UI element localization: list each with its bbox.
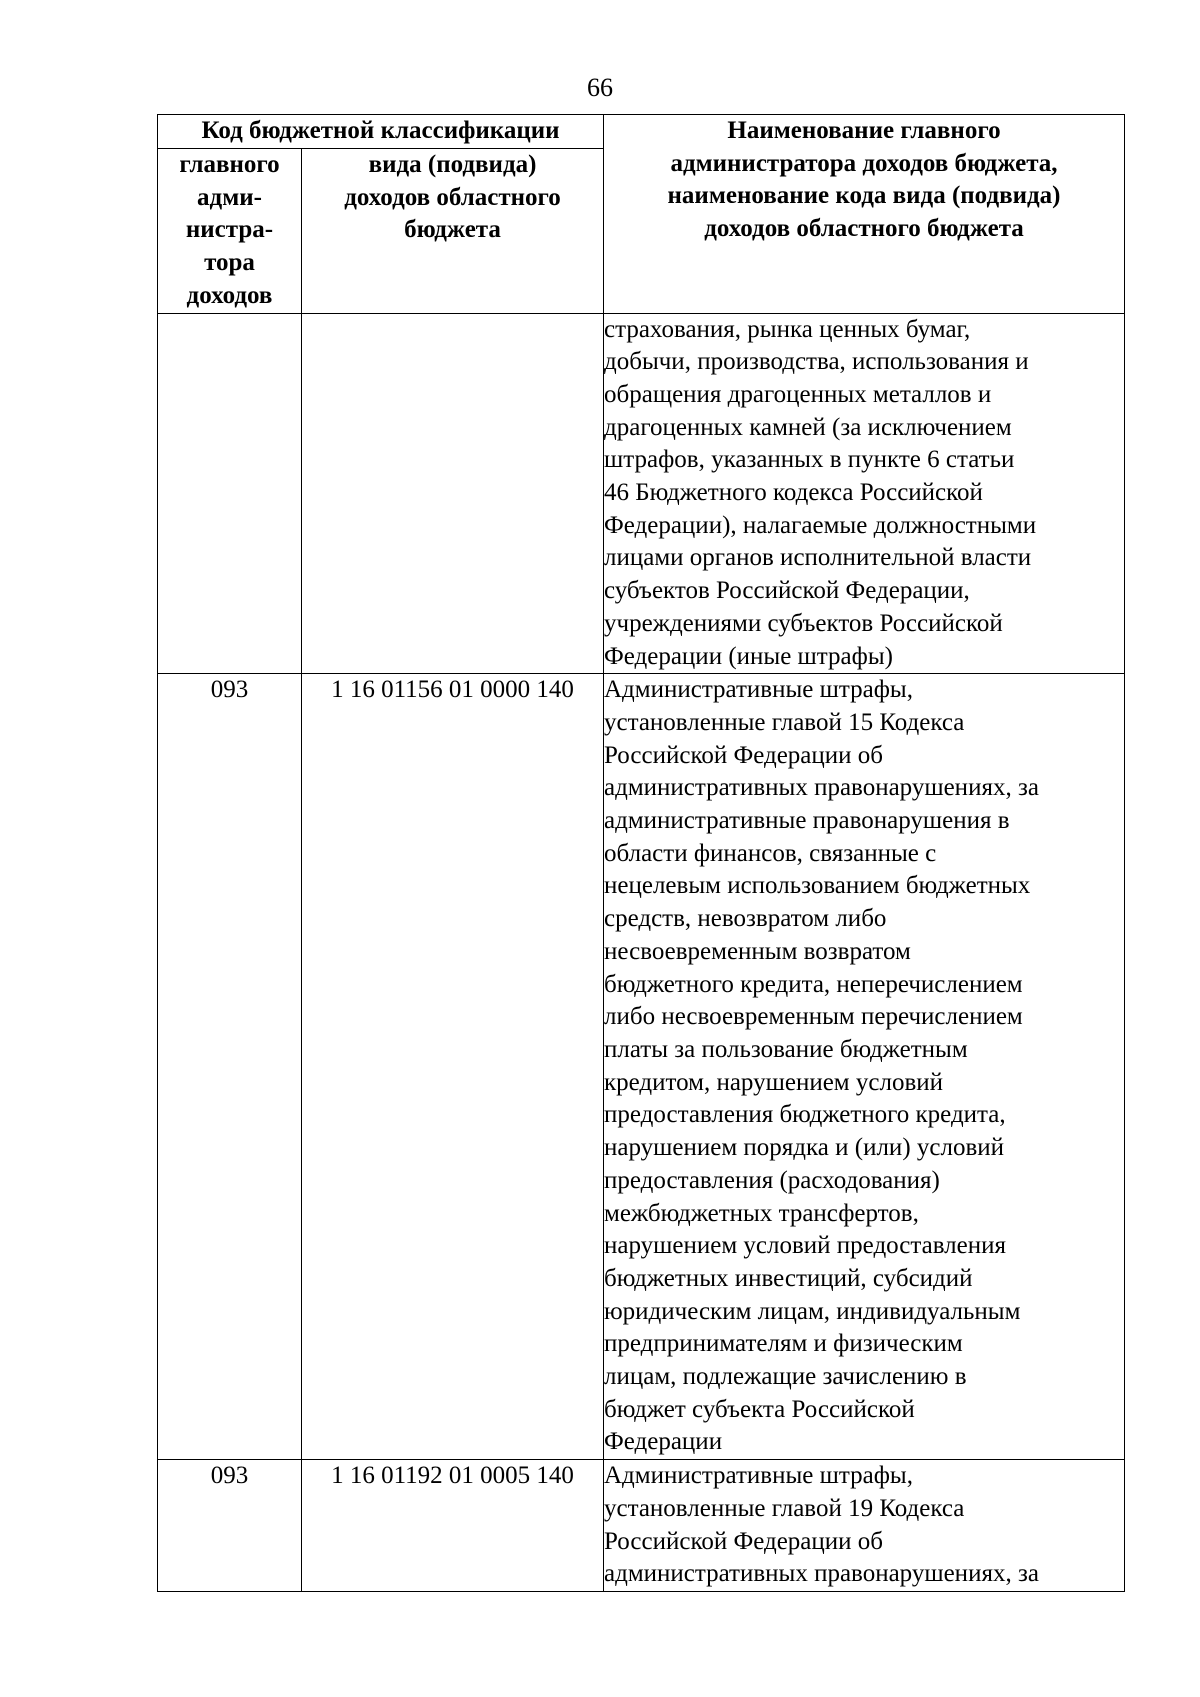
description-line: Административные штрафы,	[604, 676, 913, 704]
table-row	[158, 674, 1125, 1460]
description-line: 46 Бюджетного кодекса Российской	[604, 479, 983, 507]
header-code-line: бюджета	[404, 216, 501, 244]
description-line: административных правонарушениях, за	[604, 774, 1039, 802]
page-number: 66	[587, 73, 613, 102]
description-line: Российской Федерации об	[604, 741, 883, 769]
header-admin-line: нистра-	[185, 216, 274, 244]
table-row	[158, 313, 1125, 674]
admin-code-cell: 093	[158, 674, 302, 1460]
description-line: добычи, производства, использования и	[604, 348, 1029, 376]
header-name-line: доходов областного бюджета	[704, 215, 1024, 243]
description-line: Административные штрафы,	[604, 1462, 913, 1490]
header-budget-classification-code: Код бюджетной классификации	[158, 115, 604, 149]
header-admin-line: тора	[204, 249, 255, 277]
description-line: бюджет субъекта Российской	[604, 1395, 915, 1423]
header-chief-administrator	[158, 149, 302, 314]
description-line: административные правонарушения в	[604, 807, 1010, 835]
description-line: межбюджетных трансфертов,	[604, 1199, 919, 1227]
description-line: предпринимателям и физическим	[604, 1330, 963, 1358]
revenue-code-cell: 1 16 01192 01 0005 140	[302, 1460, 604, 1592]
description-line: установленные главой 19 Кодекса	[604, 1494, 965, 1522]
header-name-line: администратора доходов бюджета,	[670, 149, 1058, 177]
description-cell	[604, 674, 1125, 1460]
header-code-line: вида (подвида)	[368, 151, 537, 178]
budget-classification-table	[157, 114, 1125, 1592]
description-line: Федерации	[604, 1428, 723, 1456]
description-line: Российской Федерации об	[604, 1527, 883, 1555]
description-line: нарушением условий предоставления	[604, 1232, 1007, 1260]
description-line: учреждениями субъектов Российской	[604, 609, 1003, 637]
description-line: обращения драгоценных металлов и	[604, 380, 992, 408]
header-admin-line: главного	[179, 151, 280, 178]
header-code-line: доходов областного	[344, 183, 561, 211]
description-line: платы за пользование бюджетным	[604, 1035, 968, 1063]
description-line: лицами органов исполнительной власти	[604, 544, 1032, 572]
admin-code-cell	[158, 313, 302, 674]
header-admin-line: доходов	[186, 281, 273, 309]
description-line: либо несвоевременным перечислением	[604, 1003, 1023, 1031]
description-line: страхования, рынка ценных бумаг,	[604, 315, 971, 343]
header-name-line: Наименование главного	[727, 117, 1001, 144]
description-line: средств, невозвратом либо	[604, 905, 887, 933]
description-line: субъектов Российской Федерации,	[604, 577, 970, 605]
description-line: драгоценных камней (за исключением	[604, 413, 1012, 441]
header-revenue-type-code	[302, 149, 604, 314]
description-line: бюджетных инвестиций, субсидий	[604, 1264, 973, 1292]
description-line: нарушением порядка и (или) условий	[604, 1134, 1005, 1162]
description-line: Федерации), налагаемые должностными	[604, 511, 1037, 539]
description-cell	[604, 1460, 1125, 1592]
description-line: лицам, подлежащие зачислению в	[604, 1363, 967, 1391]
description-line: предоставления (расходования)	[604, 1166, 940, 1194]
header-name-line: наименование кода вида (подвида)	[667, 182, 1061, 210]
description-line: юридическим лицам, индивидуальным	[604, 1297, 1021, 1325]
description-line: несвоевременным возвратом	[604, 937, 911, 965]
description-line: кредитом, нарушением условий	[604, 1068, 944, 1096]
header-admin-line: адми-	[197, 183, 262, 211]
revenue-code-cell	[302, 313, 604, 674]
admin-code-cell: 093	[158, 1460, 302, 1592]
description-line: административных правонарушениях, за	[604, 1560, 1039, 1588]
description-line: области финансов, связанные с	[604, 839, 937, 867]
header-administrator-name	[604, 115, 1125, 314]
description-line: штрафов, указанных в пункте 6 статьи	[604, 446, 1015, 474]
description-line: нецелевым использованием бюджетных	[604, 872, 1031, 900]
description-cell	[604, 313, 1125, 674]
table-row	[158, 1460, 1125, 1592]
revenue-code-cell: 1 16 01156 01 0000 140	[302, 674, 604, 1460]
table-header	[158, 115, 1125, 314]
description-line: предоставления бюджетного кредита,	[604, 1101, 1006, 1129]
description-line: Федерации (иные штрафы)	[604, 642, 893, 670]
description-line: бюджетного кредита, неперечислением	[604, 970, 1023, 998]
description-line: установленные главой 15 Кодекса	[604, 708, 965, 736]
